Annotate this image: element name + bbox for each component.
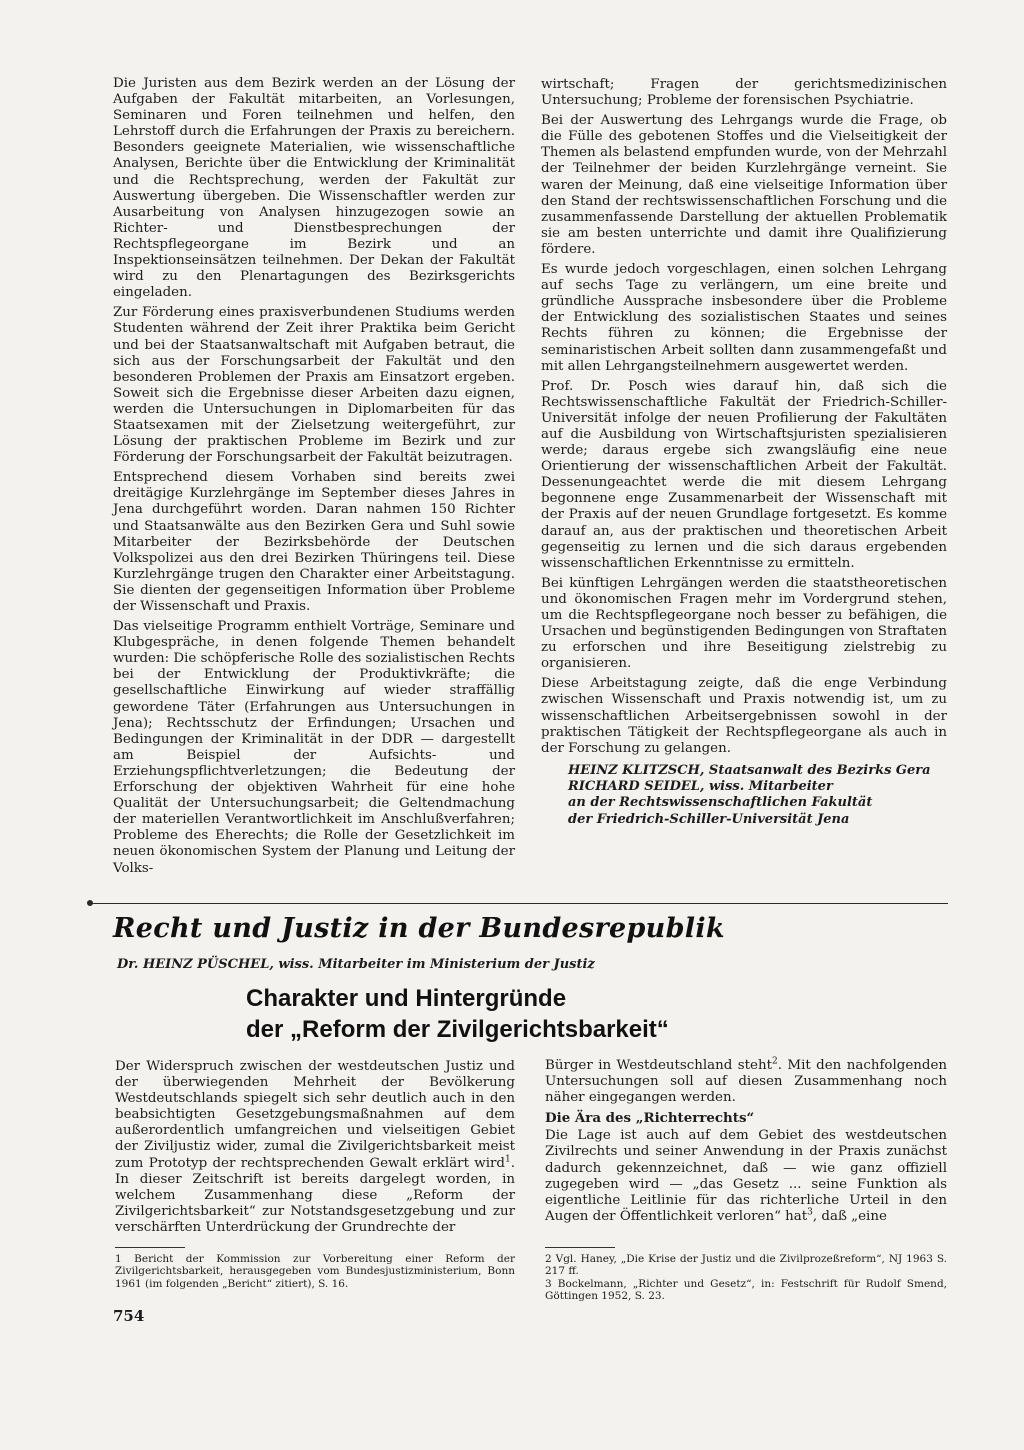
footnotes-left (115, 1253, 515, 1290)
footnote-rule (115, 1247, 185, 1248)
signature-line: RICHARD SEIDEL, wiss. Mitarbeiter (568, 779, 833, 795)
footnote-ref[interactable]: 2 (771, 1056, 778, 1067)
bottom-right-column (545, 1058, 947, 1229)
signature-line: HEINZ KLITZSCH, Staatsanwalt des Bezirks Gera (568, 762, 931, 778)
subheading: Die Ära des „Richterrechts“ (545, 1110, 755, 1127)
text-run: Bürger in Westdeutschland steht (545, 1058, 772, 1073)
paragraph: Bei der Auswertung des Lehrgangs wurde die Frage, ob die Fülle des gebotenen Stoffes und die Vielseitigkeit der Themen als belastend empfunden wurde, von der Mehrzahl der Teilnehmer der beiden Kurzlehrgänge verneint. Sie waren der Meinung, daß eine vielseitige Information über den Stand der rechtswissenschaftlichen Forschung und die zusammenfassende Darstellung der aktuellen Problematik sie am besten unterrichte und damit ihre Qualifizierung fördere. (541, 113, 947, 257)
footnote: 2 Vgl. Haney, „Die Krise der Justiz und die Zivilprozeßreform“, NJ 1963 S. 217 ff. (545, 1253, 947, 1278)
footnote: 3 Bockelmann, „Richter und Gesetz“, in: Festschrift für Rudolf Smend, Göttingen 1952, S. 23. (545, 1277, 947, 1303)
bottom-left-column (115, 1059, 515, 1240)
paragraph: Diese Arbeitstagung zeigte, daß die enge Verbindung zwischen Wissenschaft und Praxis notwendig ist, um zu wissenschaftlichen Arbeitsergebnissen sowohl in der praktischen Tätigkeit der Rechtspflegeorgane als auch in der Forschung zu gelangen. (541, 676, 947, 756)
footnote-ref[interactable]: 3 (807, 1207, 813, 1218)
paragraph (545, 1128, 947, 1225)
paragraph: Entsprechend diesem Vorhaben sind bereits zwei dreitägige Kurzlehrgänge im September dieses Jahres in Jena durchgeführt worden. Daran nahmen 150 Richter und Staatsanwälte aus den Bezirken Gera und Suhl sowie Mitarbeiter der Bezirksbehörde der Deutschen Volkspolizei aus den drei Bezirken Thüringens teil. Diese Kurzlehrgänge trugen den Charakter einer Arbeitstagung. Sie dienten der gegenseitigen Information über Probleme der Wissenschaft und Praxis. (113, 470, 515, 614)
signature-line: der Friedrich-Schiller-Universität Jena (568, 811, 850, 827)
article-headline (246, 983, 866, 1045)
paragraph: Die Juristen aus dem Bezirk werden an der Lösung der Aufgaben der Fakultät mitarbeiten, an Vorlesungen, Seminaren und Foren teilnehmen und helfen, den Lehrstoff durch die Erfahrungen der Praxis zu bereichern. Besonders geeignete Materialien, wie wissenschaftliche Analysen, Berichte über die Entwicklung der Kriminalität und die Rechtsprechung, werden der Fakultät zur Auswertung übergeben. Die Wissenschaftler werden zur Ausarbeitung von Analysen hinzugezogen sowie an Richter- und Dienstbesprechungen der Rechtspflegeorgane im Bezirk und an Inspektionseinsätzen teilnehmen. Der Dekan der Fakultät wird zu den Plenartagungen des Bezirksgerichts eingeladen. (113, 76, 515, 301)
text-run: , daß „eine (812, 1208, 887, 1224)
section-divider (88, 903, 948, 904)
footnote-rule (545, 1247, 615, 1248)
author-line: Dr. HEINZ PÜSCHEL, wiss. Mitarbeiter im Ministerium der Justiz (117, 957, 595, 972)
footnote-ref[interactable]: 1 (505, 1154, 511, 1165)
paragraph: Es wurde jedoch vorgeschlagen, einen solchen Lehrgang auf sechs Tage zu verlängern, um eine breite und gründliche Aussprache insbesondere über die Probleme der Entwicklung des sozialistischen Staates und seines Rechts führen zu können; die Ergebnisse der seminaristischen Arbeit sollten dann zusammengefaßt und mit allen Lehrgangsteilnehmern ausgewertet werden. (541, 262, 947, 374)
section-title: Recht und Justiz in der Bundesrepublik (113, 913, 725, 944)
text-run: . Mit den nachfolgenden Untersuchungen soll auf diesen Zusammenhang noch näher eingegangen werden. (545, 1058, 947, 1106)
paragraph (545, 1058, 947, 1106)
paragraph: Das vielseitige Programm enthielt Vorträge, Seminare und Klubgespräche, in denen folgende Themen behandelt wurden: Die schöpferische Rolle des sozialistischen Rechts bei der Entwicklung der Produktivkräfte; die gesellschaftliche Einwirkung auf wieder straffällig gewordene Täter (Erfahrungen aus Untersuchungen in Jena); Rechtsschutz der Erfindungen; Ursachen und Bedingungen der Kriminalität in der DDR — dargestellt am Beispiel der Aufsichts- und Erziehungspflichtverletzungen; die Bedeutung der Erforschung der objektiven Wahrheit für eine hohe Qualität der Untersuchungsarbeit; die Geltendmachung der materiellen Verantwortlichkeit im Anschlußverfahren; Probleme des Eherechts; die Rolle der Gesetzlichkeit im neuen ökonomischen System der Planung und Leitung der Volks- (113, 619, 516, 876)
signature-block (568, 763, 947, 828)
text-run: Der Widerspruch zwischen der westdeutschen Justiz und der überwiegenden Mehrheit der Bevölkerung Westdeutschlands spiegelt sich sehr deutlich auch in den beabsichtigten Gesetzgebungsmaßnahmen auf dem außerordentlich umfangreichen und vielseitigen Gebiet der Ziviljustiz wider, zumal die Zivilgerichtsbarkeit meist zum Prototyp der rechtsprechenden Gewalt erklärt wird (115, 1059, 515, 1171)
page-number: 754 (113, 1307, 145, 1325)
headline-line: Charakter und Hintergründe (246, 985, 567, 1012)
footnotes-right (545, 1253, 947, 1303)
paragraph: Bei künftigen Lehrgängen werden die staatstheoretischen und ökonomischen Fragen mehr im Vordergrund stehen, um die Rechtspflegeorgane noch besser zu befähigen, die Ursachen und begünstigenden Bedingungen von Straftaten zu erforschen und ihre Beseitigung zielstrebig zu organisieren. (541, 575, 947, 672)
paragraph: Prof. Dr. Posch wies darauf hin, daß sich die Rechtswissenschaftliche Fakultät der Friedrich-Schiller-Universität infolge der neuen Profilierung der Fakultäten auf die Ausbildung von Wirtschaftsjuristen spezialisieren werde; daraus ergebe sich zwangsläufig eine neue Orientierung der wissenschaftlichen Arbeit der Fakultät. Dessenungeachtet werde die mit diesem Lehrgang begonnene enge Zusammenarbeit der Wissenschaft mit der Praxis auf der neuen Grundlage fortgesetzt. Es komme darauf an, aus der praktischen und theoretischen Arbeit gegenseitig zu lernen und die sich daraus ergebenden wissenschaftlichen Erkenntnisse zu ermitteln. (541, 378, 947, 571)
paragraph (115, 1059, 515, 1236)
paragraph: Zur Förderung eines praxisverbundenen Studiums werden Studenten während der Zeit ihrer Praktika beim Gericht und bei der Staatsanwaltschaft mit Aufgaben betraut, die sich aus der Forschungsarbeit der Fakultät und den besonderen Problemen der Praxis am Einsatzort ergeben. Soweit sich die Ergebnisse dieser Arbeiten dazu eignen, werden die Untersuchungen in Diplomarbeiten für das Staatsexamen mit der Zielsetzung weitergeführt, zur Lösung der praktischen Probleme im Bezirk und zur Förderung der Forschungsarbeit der Fakultät beizutragen. (113, 305, 515, 466)
top-right-column (541, 77, 947, 828)
signature-line: an der Rechtswissenschaftlichen Fakultät (568, 795, 873, 811)
paragraph: wirtschaft; Fragen der gerichtsmedizinischen Untersuchung; Probleme der forensischen Psychiatrie. (541, 77, 947, 109)
text-run: Die Lage ist auch auf dem Gebiet des westdeutschen Zivilrechts und seiner Anwendung in der Praxis zunächst dadurch gekennzeichnet, daß — wie ganz offiziell zugegeben wird — „das Gesetz ... seine Funktion als eigentliche Leitlinie für das richterliche Urteil in den Augen der Öffentlichkeit verloren“ hat (545, 1128, 947, 1224)
footnote: 1 Bericht der Kommission zur Vorbereitung einer Reform der Zivilgerichtsbarkeit, herausgegeben vom Bundesjustizministerium, Bonn 1961 (im folgenden „Bericht“ zitiert), S. 16. (115, 1253, 515, 1290)
text-run: . In dieser Zeitschrift ist bereits dargelegt worden, in welchem Zusammenhang diese „Reform der Zivilgerichtsbarkeit“ zur Notstandsgesetzgebung und zur verschärften Unterdrückung der Grundrechte der (115, 1155, 515, 1235)
headline-line: der „Reform der Zivilgerichtsbarkeit“ (246, 1016, 669, 1043)
top-left-column (113, 76, 515, 881)
